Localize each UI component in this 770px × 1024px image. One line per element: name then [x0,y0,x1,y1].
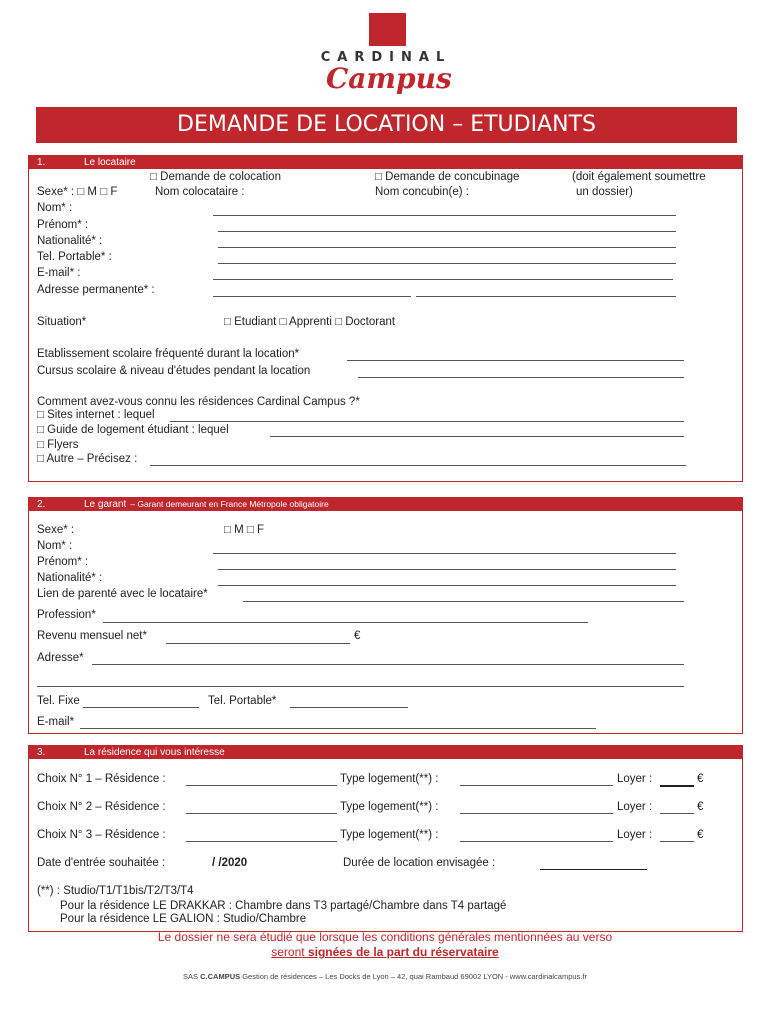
section-header [29,498,742,511]
garant-tel-port-field[interactable] [290,707,408,708]
choix2-residence-field[interactable] [186,813,337,814]
footer-company-address: Gestion de résidences – Les Docks de Lyon – 42, quai Rambaud 69002 LYON - www.cardinalcampus.fr [240,972,587,981]
choix2-type-field[interactable] [460,813,613,814]
cursus-label: Cursus scolaire & niveau d'études pendant la location [37,365,311,377]
source-question: Comment avez-vous connu les résidences Cardinal Campus ?* [37,396,360,408]
choix3-label: Choix N° 3 – Résidence : [37,829,166,841]
date-entree-field[interactable]: / /2020 [212,857,248,869]
email-label: E-mail* : [37,267,81,279]
sites-field[interactable] [170,421,684,422]
garant-sexe-checkboxes[interactable]: □ M □ F [224,524,265,536]
footer-warning-2 [0,945,770,959]
choix2-label: Choix N° 2 – Résidence : [37,801,166,813]
type-note: (**) : Studio/T1/T1bis/T2/T3/T4 [37,885,194,897]
nom-label: Nom* : [37,202,73,214]
garant-lien-label: Lien de parenté avec le locataire* [37,588,208,600]
section-header [29,156,742,169]
choix1-residence-field[interactable] [186,785,337,786]
garant-tel-port-label: Tel. Portable* [208,695,277,707]
choix3-type-field[interactable] [460,841,613,842]
page-title: DEMANDE DE LOCATION – ETUDIANTS [36,107,737,143]
garant-profession-label: Profession* [37,609,96,621]
colocation-name-label: Nom colocataire : [155,186,245,198]
section-subtitle: – Garant demeurant en France Métropole obligatoire [130,499,329,509]
section-title: Le garant [84,499,127,510]
concubinage-checkbox[interactable]: □ Demande de concubinage [375,171,520,183]
garant-tel-fixe-label: Tel. Fixe [37,695,80,707]
section-title: Le locataire [84,157,136,168]
logo-brand: CARDINAL [320,50,452,65]
colocation-checkbox[interactable]: □ Demande de colocation [150,171,281,183]
duree-field[interactable] [540,869,647,870]
footer-warning: Le dossier ne sera étudié que lorsque les conditions générales mentionnées au verso [157,930,613,944]
choix3-type-label: Type logement(**) : [340,829,439,841]
sexe-checkboxes[interactable]: Sexe* : □ M □ F [37,186,118,198]
situation-label: Situation* [37,316,87,328]
situation-checkboxes[interactable]: □ Etudiant □ Apprenti □ Doctorant [224,316,396,328]
duree-label: Durée de location envisagée : [343,857,496,869]
euro-symbol: € [354,630,361,642]
garant-adresse-field-1[interactable] [92,664,684,665]
prenom-field[interactable] [218,231,676,232]
guide-field[interactable] [270,436,684,437]
garant-email-label: E-mail* [37,716,75,728]
logo-square [369,13,406,46]
autre-field[interactable] [150,465,686,466]
section-title: La résidence qui vous intéresse [84,747,225,758]
tel-label: Tel. Portable* : [37,251,112,263]
garant-adresse-label: Adresse* [37,652,84,664]
date-entree-label: Date d'entrée souhaitée : [37,857,166,869]
adresse-label: Adresse permanente* : [37,284,155,296]
euro-symbol: € [697,801,704,813]
choix2-type-label: Type logement(**) : [340,801,439,813]
prenom-label: Prénom* : [37,219,89,231]
euro-symbol: € [697,773,704,785]
choix2-loyer-field[interactable] [660,813,694,814]
choix3-loyer-label: Loyer : [617,829,653,841]
choix1-type-label: Type logement(**) : [340,773,439,785]
nationalite-field[interactable] [218,247,676,248]
guide-checkbox[interactable]: □ Guide de logement étudiant : lequel [37,424,229,436]
nom-field[interactable] [213,215,676,216]
concubin-name-label: Nom concubin(e) : [375,186,469,198]
garant-lien-field[interactable] [243,601,684,602]
note-label-2: un dossier) [576,186,633,198]
email-field[interactable] [213,279,673,280]
garant-nom-label: Nom* : [37,540,73,552]
choix3-loyer-field[interactable] [660,841,694,842]
section-header [29,746,742,759]
cursus-field[interactable] [358,377,684,378]
euro-symbol: € [697,829,704,841]
choix3-residence-field[interactable] [186,841,337,842]
autre-checkbox[interactable]: □ Autre – Précisez : [37,453,138,465]
choix1-loyer-label: Loyer : [617,773,653,785]
logo-campus: Campus [326,62,452,95]
nationalite-label: Nationalité* : [37,235,103,247]
garant-profession-field[interactable] [103,622,588,623]
tel-field[interactable] [218,263,676,264]
footer-company-name: C.CAMPUS [200,972,241,981]
garant-nationalite-field[interactable] [218,585,676,586]
note-label: (doit également soumettre [572,171,706,183]
flyers-checkbox[interactable]: □ Flyers [37,439,79,451]
choix1-loyer-field[interactable] [660,785,694,787]
section-garant [28,497,743,734]
footer-warning-part: seront [271,945,308,959]
garant-nationalite-label: Nationalité* : [37,572,103,584]
sites-checkbox[interactable]: □ Sites internet : lequel [37,409,155,421]
garant-prenom-field[interactable] [218,569,676,570]
garant-nom-field[interactable] [213,553,676,554]
choix1-type-field[interactable] [460,785,613,786]
garant-email-field[interactable] [80,728,596,729]
etablissement-label: Etablissement scolaire fréquenté durant la location* [37,348,300,360]
garant-prenom-label: Prénom* : [37,556,89,568]
etablissement-field[interactable] [347,360,684,361]
garant-tel-fixe-field[interactable] [83,707,199,708]
section-title-wrap [84,498,329,511]
adresse-field-1[interactable] [213,296,411,297]
garant-revenu-field[interactable] [166,643,350,644]
drakkar-note: Pour la résidence LE DRAKKAR : Chambre dans T3 partagé/Chambre dans T4 partagé [60,900,507,912]
section-number: 2. [37,499,46,510]
choix1-label: Choix N° 1 – Résidence : [37,773,166,785]
section-number: 3. [37,747,46,758]
footer-warning-bold: signées de la part du réservataire [307,945,499,959]
garant-revenu-label: Revenu mensuel net* [37,630,147,642]
choix2-loyer-label: Loyer : [617,801,653,813]
footer-company [0,972,770,981]
garant-adresse-field-2[interactable] [37,686,684,687]
adresse-field-2[interactable] [416,296,676,297]
section-number: 1. [37,157,46,168]
footer-company-a: SAS [183,972,201,981]
garant-sexe-label: Sexe* : [37,524,75,536]
galion-note: Pour la résidence LE GALION : Studio/Chambre [60,913,307,925]
